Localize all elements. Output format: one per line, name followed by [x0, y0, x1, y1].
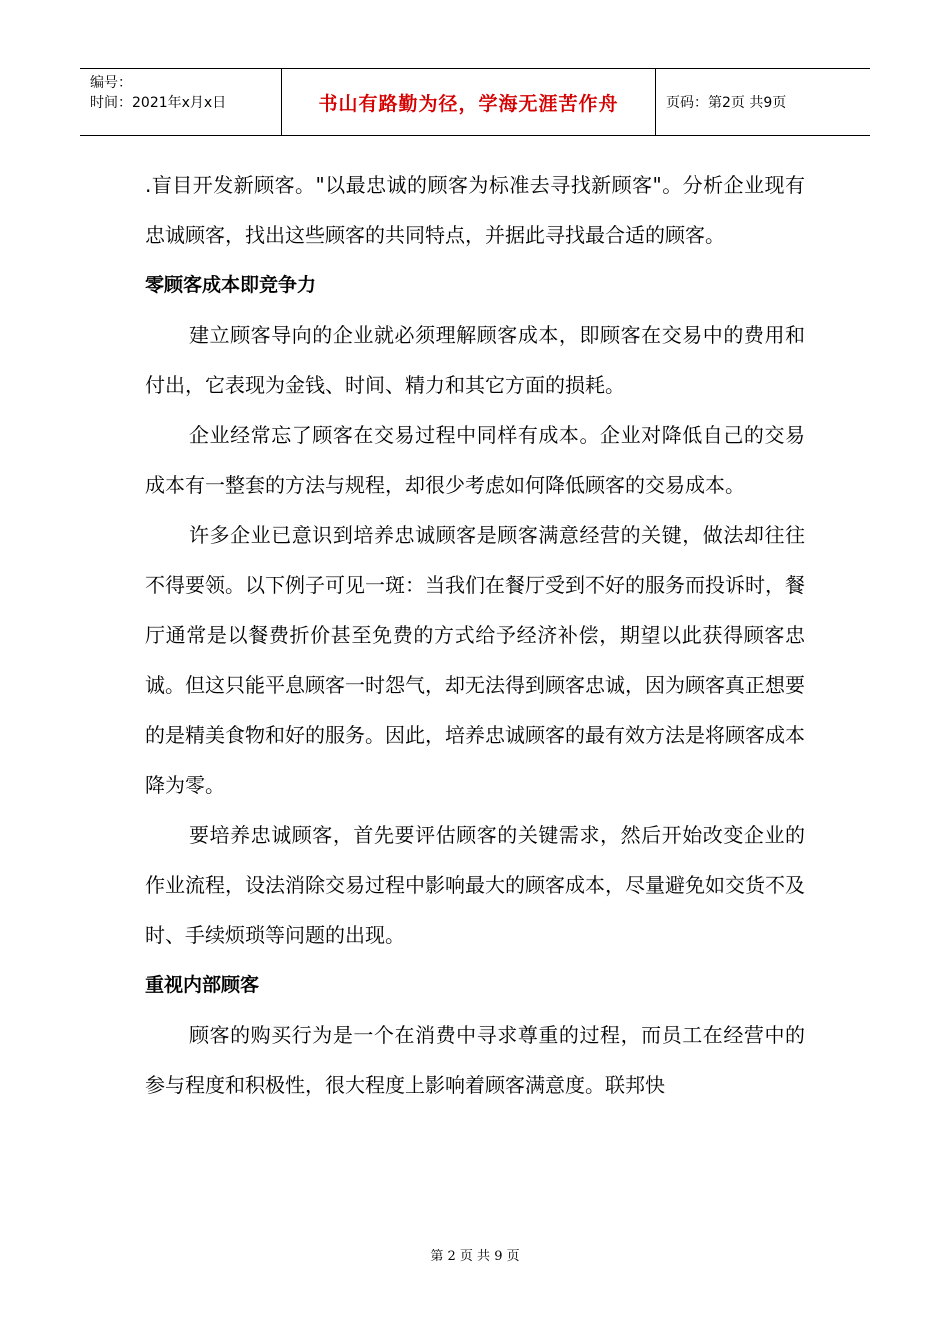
page-header [80, 68, 870, 136]
page-footer: 第 2 页 共 9 页 [430, 1249, 520, 1264]
header-motto: 书山有路勤为径，学海无涯苦作舟 [318, 92, 619, 115]
document-date: 时间：2021年x月x日 [90, 95, 227, 111]
document-number-label: 编号： [90, 75, 132, 91]
section-heading: 零顾客成本即竞争力 [145, 274, 317, 296]
header-meta [90, 73, 226, 113]
paragraph: 建立顾客导向的企业就必须理解顾客成本，即顾客在交易中的费用和付出，它表现为金钱、时间、精力和其它方面的损耗。 [145, 323, 805, 397]
paragraph: 要培养忠诚顾客，首先要评估顾客的关键需求，然后开始改变企业的作业流程，设法消除交易过程中影响最大的顾客成本，尽量避免如交货不及时、手续烦琐等问题的出现。 [145, 823, 805, 947]
paragraph: 许多企业已意识到培养忠诚顾客是顾客满意经营的关键，做法却往往不得要领。以下例子可见一斑：当我们在餐厅受到不好的服务而投诉时，餐厅通常是以餐费折价甚至免费的方式给予经济补偿，期望以此获得顾客忠诚。但这只能平息顾客一时怨气，却无法得到顾客忠诚，因为顾客真正想要的是精美食物和好的服务。因此，培养忠诚顾客的最有效方法是将顾客成本降为零。 [145, 523, 805, 797]
paragraph: .盲目开发新顾客。"以最忠诚的顾客为标准去寻找新顾客"。分析企业现有忠诚顾客，找出这些顾客的共同特点，并据此寻找最合适的顾客。 [145, 173, 805, 247]
paragraph: 顾客的购买行为是一个在消费中寻求尊重的过程，而员工在经营中的参与程度和积极性，很大程度上影响着顾客满意度。联邦快 [145, 1023, 805, 1097]
document-body [145, 160, 805, 1110]
paragraph: 企业经常忘了顾客在交易过程中同样有成本。企业对降低自己的交易成本有一整套的方法与规程，却很少考虑如何降低顾客的交易成本。 [145, 423, 805, 497]
header-page-info: 页码：第2页 共9页 [666, 95, 787, 111]
section-heading: 重视内部顾客 [145, 974, 260, 996]
header-divider [655, 69, 656, 135]
